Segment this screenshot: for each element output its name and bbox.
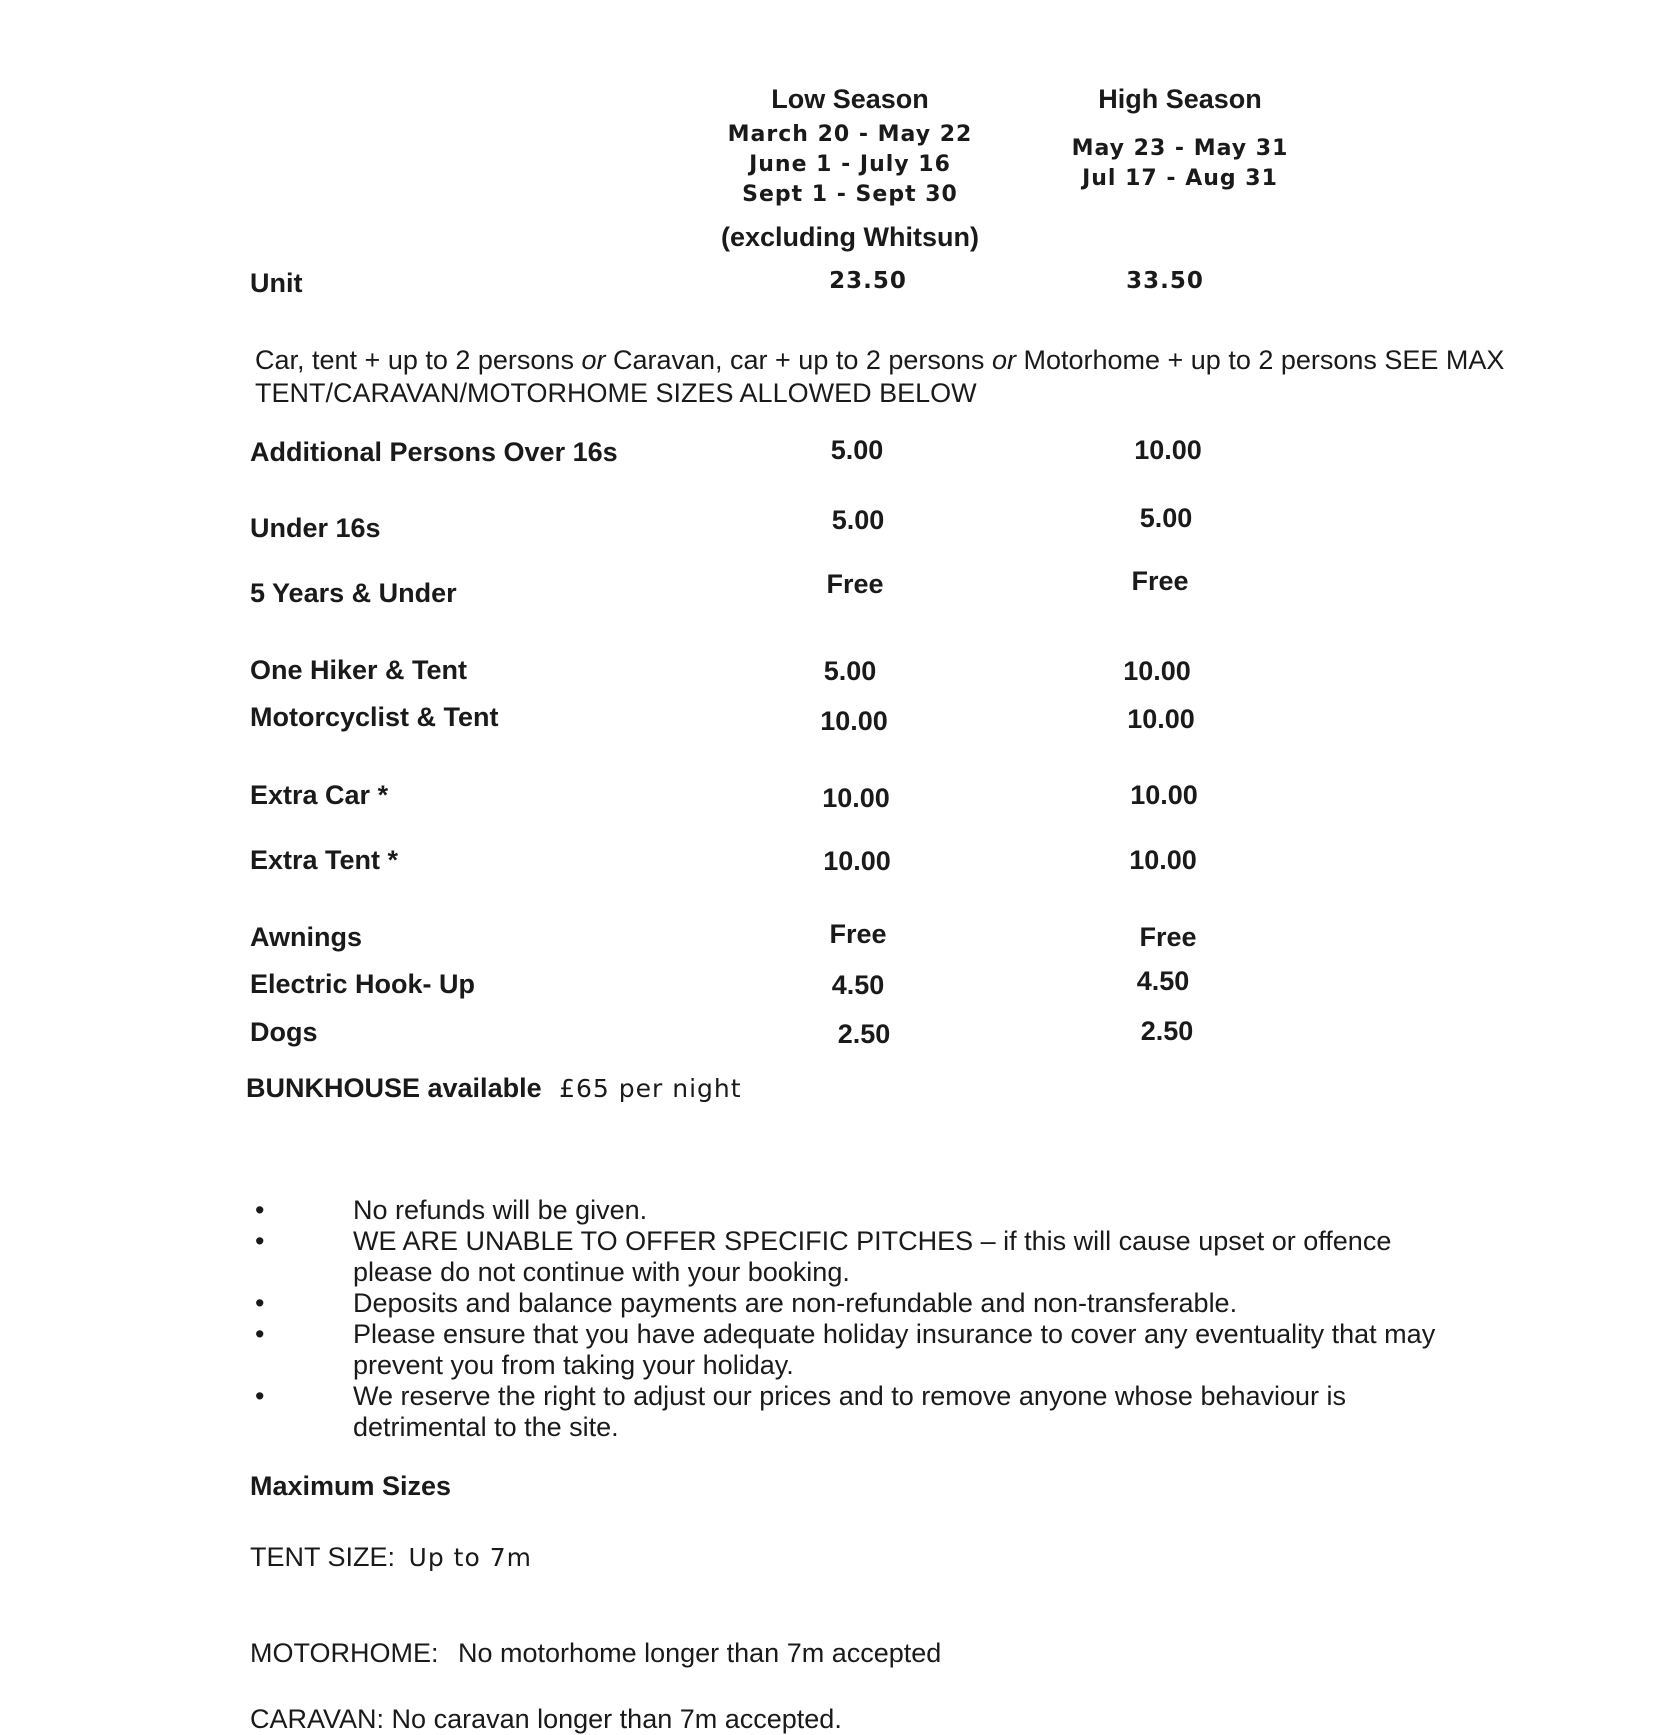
rate-label: One Hiker & Tent [250, 655, 468, 685]
term-text: We reserve the right to adjust our prices and to remove anyone whose behaviour is detrimental to the site. [353, 1381, 1347, 1442]
rate-low-value: Free [826, 569, 884, 599]
bullet-icon: • [255, 1381, 265, 1411]
tent-size-label: TENT SIZE: [250, 1542, 396, 1572]
unit-desc-part-1: Car, tent + up to 2 persons [255, 345, 582, 375]
rate-high-value: 10.00 [1129, 845, 1197, 875]
rate-high-value: Free [1131, 566, 1189, 596]
term-text: WE ARE UNABLE TO OFFER SPECIFIC PITCHES – if this will cause upset or offence please do not continue with your booking. [353, 1226, 1392, 1287]
low-season-dates [700, 120, 1000, 210]
unit-desc-or-1: or [581, 345, 606, 375]
rate-high-value: 10.00 [1134, 435, 1202, 465]
low-season-note: (excluding Whitsun) [721, 222, 979, 252]
rate-high-value: Free [1139, 922, 1197, 952]
caravan-value: No caravan longer than 7m accepted. [391, 1704, 842, 1734]
low-season-date-3: Sept 1 - Sept 30 [742, 182, 958, 207]
bullet-icon: • [255, 1226, 265, 1256]
unit-desc-part-2: Caravan, car + up to 2 persons [605, 345, 992, 375]
bullet-icon: • [255, 1195, 265, 1225]
motorhome-line [250, 1638, 941, 1669]
rate-label: Extra Car * [250, 780, 389, 810]
unit-low-price: 23.50 [829, 268, 907, 294]
list-item [250, 1288, 1450, 1319]
rate-low-value: 10.00 [823, 846, 891, 876]
low-season-title: Low Season [771, 84, 929, 114]
rate-low-value: 5.00 [831, 505, 885, 535]
high-season-date-1: May 23 - May 31 [1071, 136, 1289, 161]
term-text: Deposits and balance payments are non-refundable and non-transferable. [353, 1288, 1238, 1318]
unit-desc-or-2: or [991, 345, 1016, 375]
list-item [250, 1226, 1450, 1288]
rate-high-value: 4.50 [1136, 966, 1190, 996]
terms-list [250, 1195, 1450, 1443]
rate-low-value: 5.00 [830, 435, 884, 465]
rate-low-value: 10.00 [820, 706, 888, 736]
rate-label: Dogs [250, 1017, 318, 1047]
unit-desc-part-3: Motorhome + up to 2 persons SEE MAX TENT/CARAVAN/MOTORHOME SIZES ALLOWED BELOW [255, 345, 1505, 408]
rate-low-value: 4.50 [831, 970, 885, 1000]
bunkhouse-line [246, 1073, 742, 1104]
term-text: No refunds will be given. [353, 1195, 648, 1225]
tent-size-value: Up to 7m [408, 1543, 532, 1572]
rate-label: Under 16s [250, 513, 381, 543]
bullet-icon: • [255, 1319, 265, 1349]
low-season-date-1: March 20 - May 22 [727, 122, 973, 147]
rate-label: 5 Years & Under [250, 578, 457, 608]
rate-label: Awnings [250, 922, 363, 952]
high-season-dates [1030, 134, 1330, 194]
rate-low-value: 2.50 [837, 1019, 891, 1049]
rate-low-value: 5.00 [823, 656, 877, 686]
list-item [250, 1319, 1450, 1381]
low-season-date-2: June 1 - July 16 [749, 152, 951, 177]
bullet-icon: • [255, 1288, 265, 1318]
bunkhouse-price: £65 per night [559, 1074, 742, 1103]
caravan-label: CARAVAN: [250, 1704, 385, 1734]
motorhome-value: No motorhome longer than 7m accepted [458, 1638, 942, 1668]
motorhome-label: MOTORHOME: [250, 1638, 439, 1668]
rate-high-value: 10.00 [1127, 704, 1195, 734]
rate-high-value: 2.50 [1140, 1016, 1194, 1046]
list-item [250, 1195, 1450, 1226]
rate-low-value: Free [829, 919, 887, 949]
rate-label: Additional Persons Over 16s [250, 437, 618, 467]
caravan-line [250, 1704, 842, 1735]
unit-high-price: 33.50 [1126, 268, 1204, 294]
rate-label: Motorcyclist & Tent [250, 702, 499, 732]
tent-size-line [250, 1542, 532, 1573]
term-text: Please ensure that you have adequate holiday insurance to cover any eventuality that may prevent you from taking your holiday. [353, 1319, 1436, 1380]
max-sizes-title: Maximum Sizes [250, 1471, 452, 1501]
rate-high-value: 10.00 [1123, 656, 1191, 686]
rate-high-value: 5.00 [1139, 503, 1193, 533]
high-season-date-2: Jul 17 - Aug 31 [1082, 166, 1278, 191]
unit-label: Unit [250, 268, 303, 298]
unit-description [250, 344, 1555, 410]
rate-label: Extra Tent * [250, 845, 399, 875]
rate-low-value: 10.00 [822, 783, 890, 813]
rate-high-value: 10.00 [1130, 780, 1198, 810]
high-season-title: High Season [1098, 84, 1262, 114]
bunkhouse-label: BUNKHOUSE available [246, 1073, 542, 1103]
list-item [250, 1381, 1450, 1443]
rate-label: Electric Hook- Up [250, 969, 476, 999]
